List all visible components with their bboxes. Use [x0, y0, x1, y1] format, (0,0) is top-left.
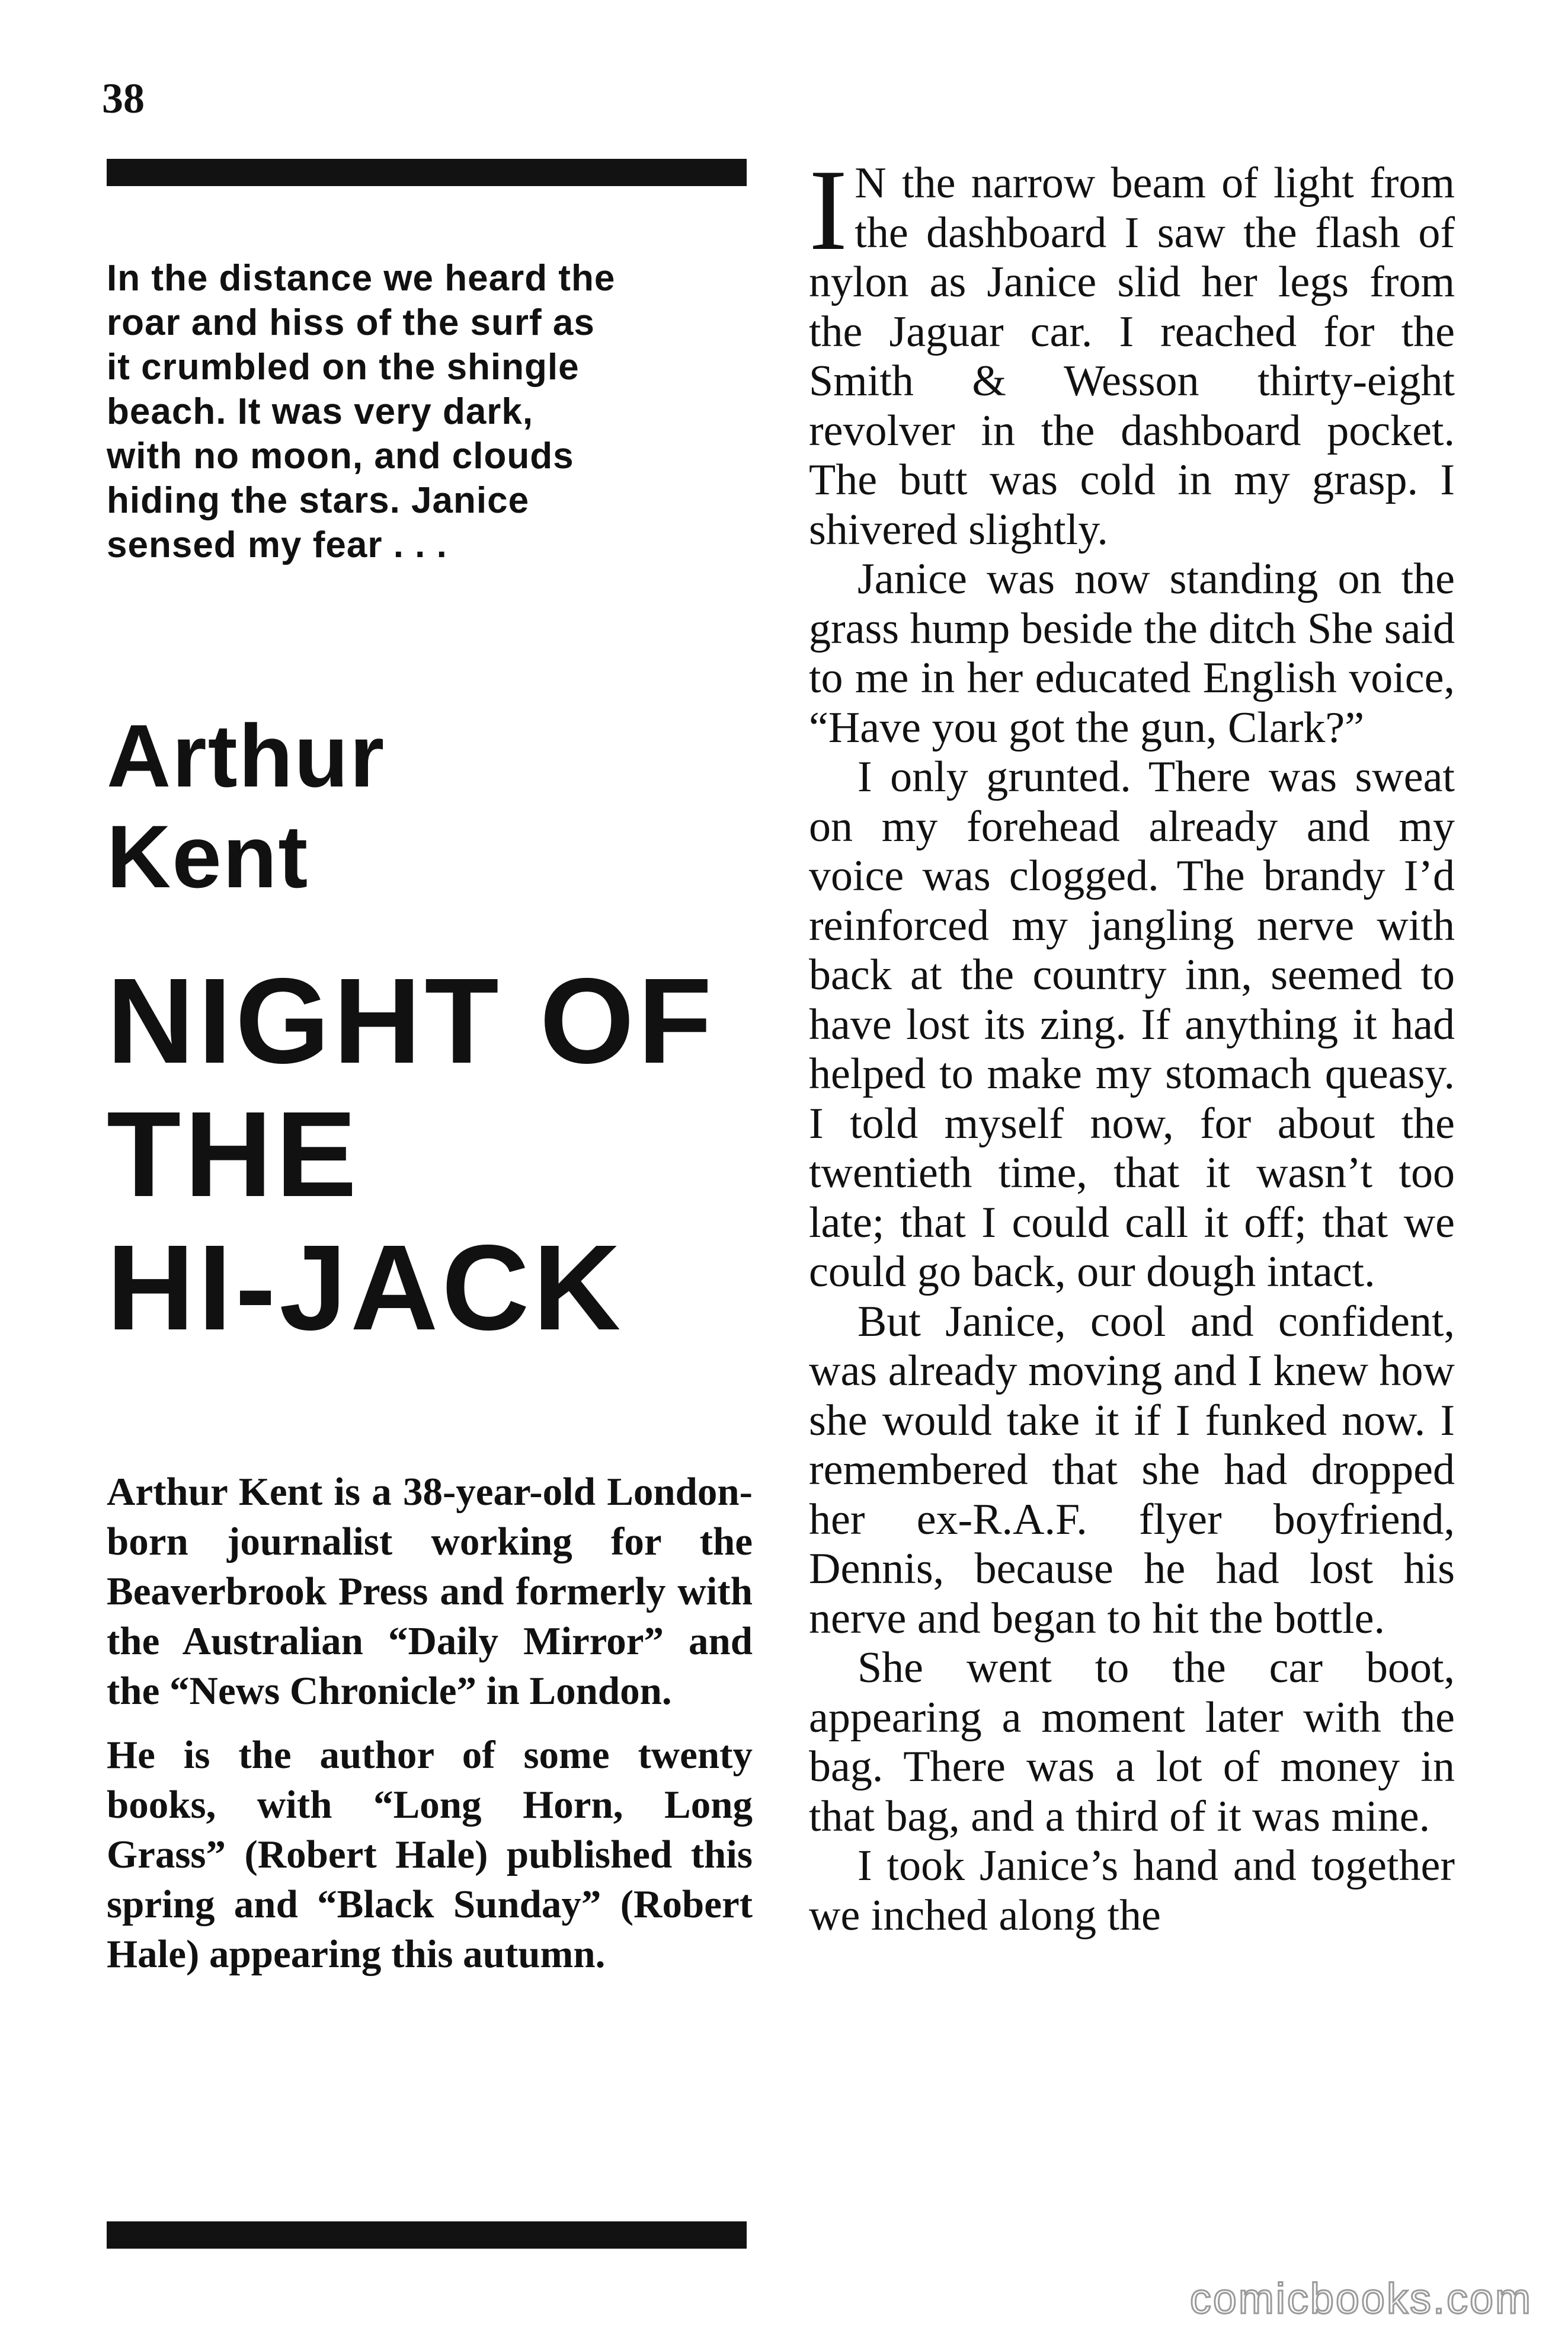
page-number: 38	[102, 75, 145, 122]
author-name: Arthur Kent	[107, 706, 386, 906]
story-paragraph: She went to the car boot, appearing a moment later with the bag. There was a lot of money in that bag, and a third of it was mine.	[809, 1644, 1455, 1841]
author-bio	[107, 1467, 753, 1993]
story-title: NIGHT OF THE HI-JACK	[107, 953, 716, 1355]
story-body	[809, 146, 1455, 1940]
bio-paragraph: Arthur Kent is a 38-year-old London-born journalist working for the Beaverbrook Press and formerly with the Australian “Daily Mirror” and the “News Chronicle” in London.	[107, 1470, 753, 1713]
top-divider-bar	[107, 159, 747, 186]
watermark: comicbooks.com	[1189, 2275, 1532, 2323]
story-paragraph: Janice was now standing on the grass hump beside the ditch She said to me in her educated English voice, “Have you got the gun, Clark?”	[809, 555, 1455, 752]
drop-cap: I	[809, 146, 848, 274]
story-paragraph: But Janice, cool and confident, was already moving and I knew how she would take it if I funked now. I remembered that she had dropped her ex-R.A.F. flyer boyfriend, Dennis, because he had lost his nerve and began to hit the bottle.	[809, 1297, 1455, 1643]
story-paragraph: I took Janice’s hand and together we inched along the	[809, 1841, 1455, 1940]
story-paragraph: I only grunted. There was sweat on my forehead already and my voice was clogged. The brandy I’d reinforced my jangling nerve with back at the country inn, seemed to have lost its zing. If anything it had helped to make my stomach queasy. I told myself now, for about the twentieth time, that it wasn’t too late; that I could call it off; that we could go back, our dough intact.	[809, 753, 1455, 1296]
first-paragraph-text: N the narrow beam of light from the dashboard I saw the flash of nylon as Janice slid her legs from the Jaguar car. I reached for the Smith & Wesson thirty-eight revolver in the dashboard pocket. The butt was cold in my grasp. I shivered slightly.	[809, 159, 1455, 554]
bottom-divider-bar	[107, 2221, 747, 2249]
bio-paragraph: He is the author of some twenty books, with “Long Horn, Long Grass” (Robert Hale) published this spring and “Black Sunday” (Robert Hale) appearing this autumn.	[107, 1733, 753, 1976]
story-teaser: In the distance we heard the roar and hiss of the surf as it crumbled on the shingle beach. It was very dark, with no moon, and clouds hiding the stars. Janice sensed my fear . . .	[107, 258, 616, 565]
story-paragraph	[809, 146, 1455, 555]
